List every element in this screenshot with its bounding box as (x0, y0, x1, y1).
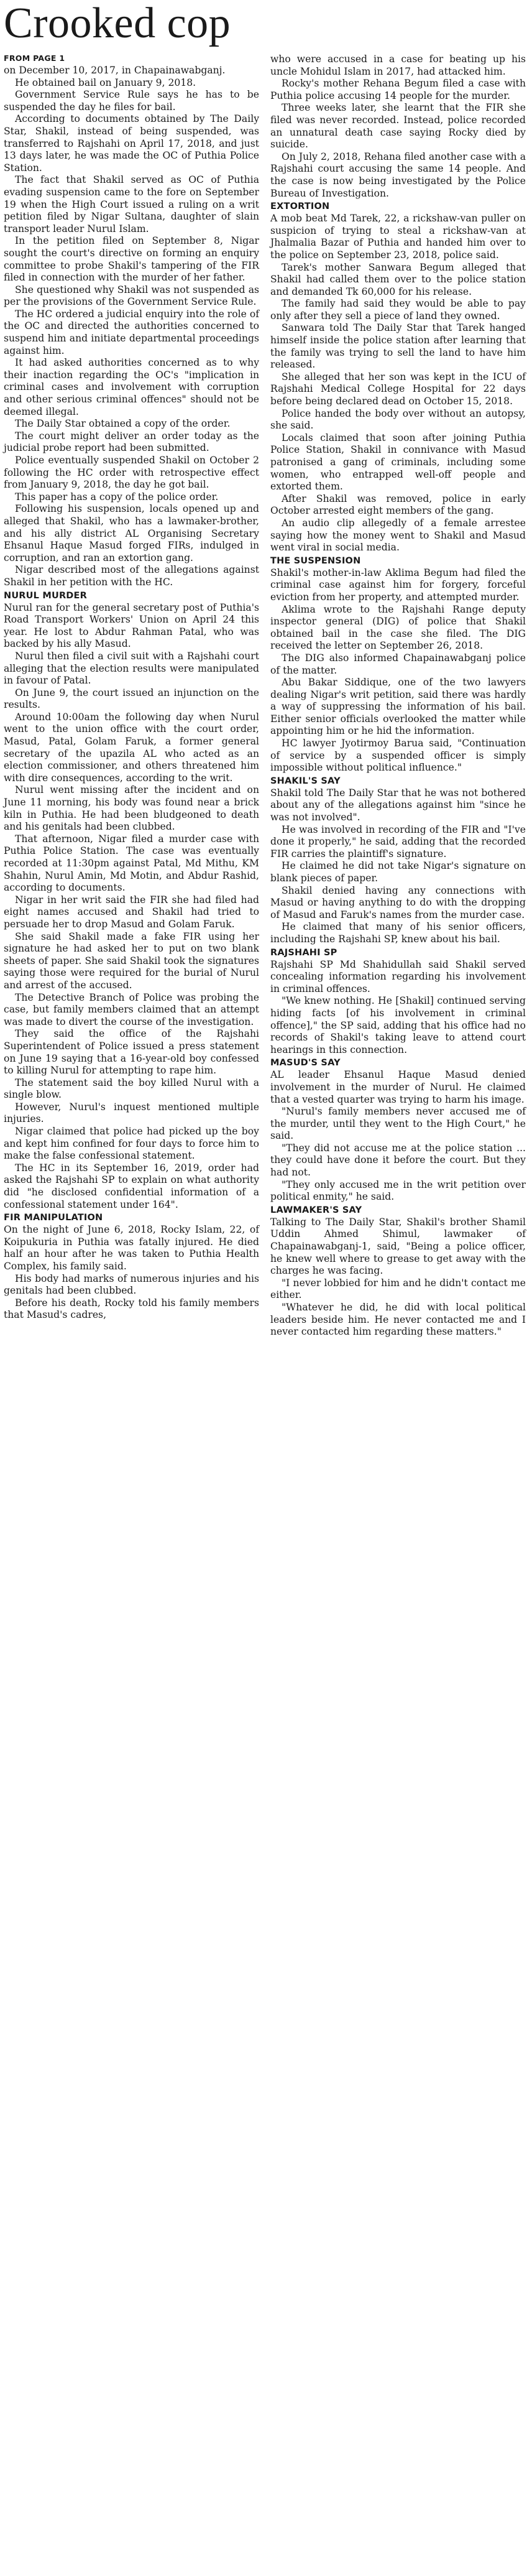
article-paragraph: Sanwara told The Daily Star that Tarek hanged himself inside the police station after learning that the family was trying to sell the land to have him released. (270, 322, 526, 371)
article-column-right (270, 53, 526, 1338)
article-paragraph: Around 10:00am the following day when Nurul went to the union office with the court order, Masud, Patal, Golam Faruk, a former general secretary of the upazila AL who acted as an election commissioner, and others threatened him with dire consequences, according to the writ. (4, 711, 259, 784)
article-paragraph: His body had marks of numerous injuries and his genitals had been clubbed. (4, 1272, 259, 1297)
article-paragraph: The Detective Branch of Police was probing the case, but family members claimed that an attempt was made to divert the course of the investigation. (4, 991, 259, 1027)
article-paragraph: "Nurul's family members never accused me of the murder, until they went to the High Court," he said. (270, 1106, 526, 1142)
article-paragraph: Nigar described most of the allegations against Shakil in her petition with the HC. (4, 564, 259, 588)
article-paragraph: Following his suspension, locals opened up and alleged that Shakil, who has a lawmaker-brother, and his ally district AL Organising Secretary Ehsanul Haque Masud forged FIRs, indulged in corruption, and ran an extortion gang. (4, 503, 259, 563)
article-paragraph: "We knew nothing. He [Shakil] continued serving hiding facts [of his involvement in criminal offence]," the SP said, adding that his office had no records of Shakil's taking leave to attend court hearings in this connection. (270, 995, 526, 1055)
article-paragraph: The family had said they would be able to pay only after they sell a piece of land they owned. (270, 298, 526, 322)
article-paragraph: Nurul then filed a civil suit with a Rajshahi court alleging that the election results were manipulated in favour of Patal. (4, 650, 259, 687)
article-paragraph: That afternoon, Nigar filed a murder case with Puthia Police Station. The case was eventually recorded at 11:30pm against Patal, Md Mithu, KM Shahin, Nurul Amin, Md Motin, and Abdur Rashid, according to documents. (4, 833, 259, 894)
article-paragraph: According to documents obtained by The Daily Star, Shakil, instead of being suspended, was transferred to Rajshahi on April 17, 2018, and just 13 days later, he was made the OC of Puthia Police Station. (4, 113, 259, 174)
from-page-label: FROM PAGE 1 (4, 53, 65, 63)
article-paragraph: However, Nurul's inquest mentioned multiple injuries. (4, 1101, 259, 1125)
article-paragraph: "I never lobbied for him and he didn't contact me either. (270, 1277, 526, 1301)
article-paragraph: Three weeks later, she learnt that the FIR she filed was never recorded. Instead, police recorded an unnatural death case saying Rocky died by suicide. (270, 102, 526, 151)
article-paragraph: Nigar in her writ said the FIR she had filed had eight names accused and Shakil had tried to persuade her to drop Masud and Golam Faruk. (4, 894, 259, 930)
article-paragraph: "Whatever he did, he did with local political leaders beside him. He never contacted me and I never contacted him regarding these matters." (270, 1302, 526, 1338)
article-paragraph: Rocky's mother Rehana Begum filed a case with Puthia police accusing 14 people for the murder. (270, 78, 526, 101)
article-paragraph: The statement said the boy killed Nurul with a single blow. (4, 1077, 259, 1101)
article-paragraph: "They only accused me in the writ petition over political enmity," he said. (270, 1179, 526, 1203)
article-paragraph: She questioned why Shakil was not suspended as per the provisions of the Government Service Rule. (4, 284, 259, 308)
article-paragraph: A mob beat Md Tarek, 22, a rickshaw-van puller on suspicion of trying to steal a rickshaw-van at Jhalmalia Bazar of Puthia and handed him over to the police on September 23, 2018, police said. (270, 213, 526, 261)
article-paragraph: He was involved in recording of the FIR and "I've done it properly," he said, adding that the recorded FIR carries the plaintiff's signature. (270, 823, 526, 859)
article-paragraph: The Daily Star obtained a copy of the order. (15, 418, 231, 430)
article-paragraph: An audio clip allegedly of a female arrestee saying how the money went to Shakil and Masud went viral in social media. (270, 517, 526, 554)
article-paragraph: Police eventually suspended Shakil on October 2 following the HC order with retrospective effect from January 9, 2018, the day he got bail. (4, 455, 259, 491)
article-paragraph: who were accused in a case for beating up his uncle Mohidul Islam in 2017, had attacked him. (270, 53, 526, 77)
article-paragraph: She said Shakil made a fake FIR using her signature he had asked her to put on two blank sheets of paper. She said Shakil took the signatures saying those were required for the burial of Nurul and arrest of the accused. (4, 930, 259, 991)
article-paragraph: Shakil told The Daily Star that he was not bothered about any of the allegations against him "since he was not involved". (270, 787, 526, 823)
section-subhead: SHAKIL'S SAY (270, 776, 341, 786)
section-subhead: FIR MANIPULATION (4, 1213, 103, 1223)
article-paragraph: On June 9, the court issued an injunction on the results. (4, 687, 259, 711)
article-paragraph: After Shakil was removed, police in early October arrested eight members of the gang. (270, 493, 526, 517)
article-paragraph: Nigar claimed that police had picked up the boy and kept him confined for four days to force him to make the false confessional statement. (4, 1126, 259, 1162)
article-paragraph: Locals claimed that soon after joining Puthia Police Station, Shakil in connivance with Masud patronised a gang of criminals, including some women, who entrapped well-off people and extorted them. (270, 432, 526, 493)
section-subhead: RAJSHAHI SP (270, 947, 337, 958)
section-subhead: NURUL MURDER (4, 590, 88, 601)
article-paragraph: Shakil denied having any connections with Masud or having anything to do with the dropping of Masud and Faruk's names from the murder case. (270, 884, 526, 920)
article-paragraph: Abu Bakar Siddique, one of the two lawyers dealing Nigar's writ petition, said there was hardly a way of suppressing the information of his bail. Either senior officials overlooked the matter while appointing him or he hid the information. (270, 677, 526, 737)
article-paragraph: Police handed the body over without an autopsy, she said. (270, 407, 526, 432)
article-paragraph: Government Service Rule says he has to be suspended the day he files for bail. (4, 89, 259, 113)
article-paragraph: AL leader Ehsanul Haque Masud denied involvement in the murder of Nurul. He claimed that a vested quarter was trying to harm his image. (270, 1069, 526, 1105)
article-paragraph: Tarek's mother Sanwara Begum alleged that Shakil had called them over to the police station and demanded Tk 60,000 for his release. (270, 261, 526, 297)
article-paragraph: The fact that Shakil served as OC of Puthia evading suspension came to the fore on September 19 when the High Court issued a ruling on a writ petition filed by Nigar Sultana, daughter of slain transport leader Nurul Islam. (4, 174, 259, 234)
article-paragraph: Rajshahi SP Md Shahidullah said Shakil served concealing information regarding his involvement in criminal offences. (270, 958, 526, 994)
article-paragraph: On July 2, 2018, Rehana filed another case with a Rajshahi court accusing the same 14 people. And the case is now being investigated by the Police Bureau of Investigation. (270, 151, 526, 199)
article-paragraph: The court might deliver an order today as the judicial probe report had been submitted. (4, 430, 259, 454)
article-paragraph: Shakil's mother-in-law Aklima Begum had filed the criminal case against him for forgery, forceful eviction from her property, and attempted murder. (270, 567, 526, 603)
article-paragraph: This paper has a copy of the police order. (15, 491, 219, 503)
article-paragraph: Talking to The Daily Star, Shakil's brother Shamil Uddin Ahmed Shimul, lawmaker of Chapainawabganj-1, said, "Being a police officer, he knew well where to grease to get away with the charges he was facing. (270, 1216, 526, 1277)
article-paragraph: "They did not accuse me at the police station ... they could have done it before the court. But they had not. (270, 1142, 526, 1179)
article-paragraph: She alleged that her son was kept in the ICU of Rajshahi Medical College Hospital for 22 days before being declared dead on October 15, 2018. (270, 371, 526, 407)
article-headline: Crooked cop (4, 0, 231, 47)
article-paragraph: He claimed he did not take Nigar's signature on blank pieces of paper. (270, 860, 526, 884)
article-paragraph: Nurul went missing after the incident and on June 11 morning, his body was found near a brick kiln in Puthia. He had been bludgeoned to death and his genitals had been clubbed. (4, 784, 259, 833)
article-paragraph: Aklima wrote to the Rajshahi Range deputy inspector general (DIG) of police that Shakil obtained bail in the case she filed. The DIG received the letter on September 26, 2018. (270, 603, 526, 652)
article-paragraph: It had asked authorities concerned as to why their inaction regarding the OC's "implication in criminal cases and involvement with corruption and other serious criminal offences" should not be deemed illegal. (4, 357, 259, 417)
section-subhead: MASUD'S SAY (270, 1058, 341, 1068)
article-paragraph: on December 10, 2017, in Chapainawabganj. (4, 65, 226, 76)
article-column-left (4, 53, 259, 1338)
section-subhead: THE SUSPENSION (270, 555, 361, 566)
article-paragraph: They said the office of the Rajshahi Superintendent of Police issued a press statement on June 19 saying that a 16-year-old boy confessed to killing Nurul for attempting to rape him. (4, 1028, 259, 1077)
article-paragraph: In the petition filed on September 8, Nigar sought the court's directive on forming an enquiry committee to probe Shakil's tampering of the FIR filed in connection with the murder of her father. (4, 235, 259, 284)
article-paragraph: He claimed that many of his senior officers, including the Rajshahi SP, knew about his bail. (270, 921, 526, 945)
section-subhead: EXTORTION (270, 202, 330, 212)
article-paragraph: He obtained bail on January 9, 2018. (15, 76, 196, 88)
section-subhead: LAWMAKER'S SAY (270, 1205, 362, 1215)
article-paragraph: Nurul ran for the general secretary post of Puthia's Road Transport Workers' Union on April 24 this year. He lost to Abdur Rahman Patal, who was backed by his ally Masud. (4, 601, 259, 650)
article-paragraph: On the night of June 6, 2018, Rocky Islam, 22, of Koipukuria in Puthia was fatally injured. He died half an hour after he was taken to Puthia Health Complex, his family said. (4, 1224, 259, 1272)
article-paragraph: Before his death, Rocky told his family members that Masud's cadres, (4, 1297, 259, 1321)
article-paragraph: The DIG also informed Chapainawabganj police of the matter. (270, 652, 526, 676)
article-paragraph: The HC ordered a judicial enquiry into the role of the OC and directed the authorities concerned to suspend him and initiate departmental proceedings against him. (4, 308, 259, 356)
article-paragraph: HC lawyer Jyotirmoy Barua said, "Continuation of service by a suspended officer is simply impossible without political influence." (270, 738, 526, 774)
article-columns (4, 53, 526, 1338)
article-paragraph: The HC in its September 16, 2019, order had asked the Rajshahi SP to explain on what authority did "he disclosed confidential information of a confessional statement under 164". (4, 1162, 259, 1210)
